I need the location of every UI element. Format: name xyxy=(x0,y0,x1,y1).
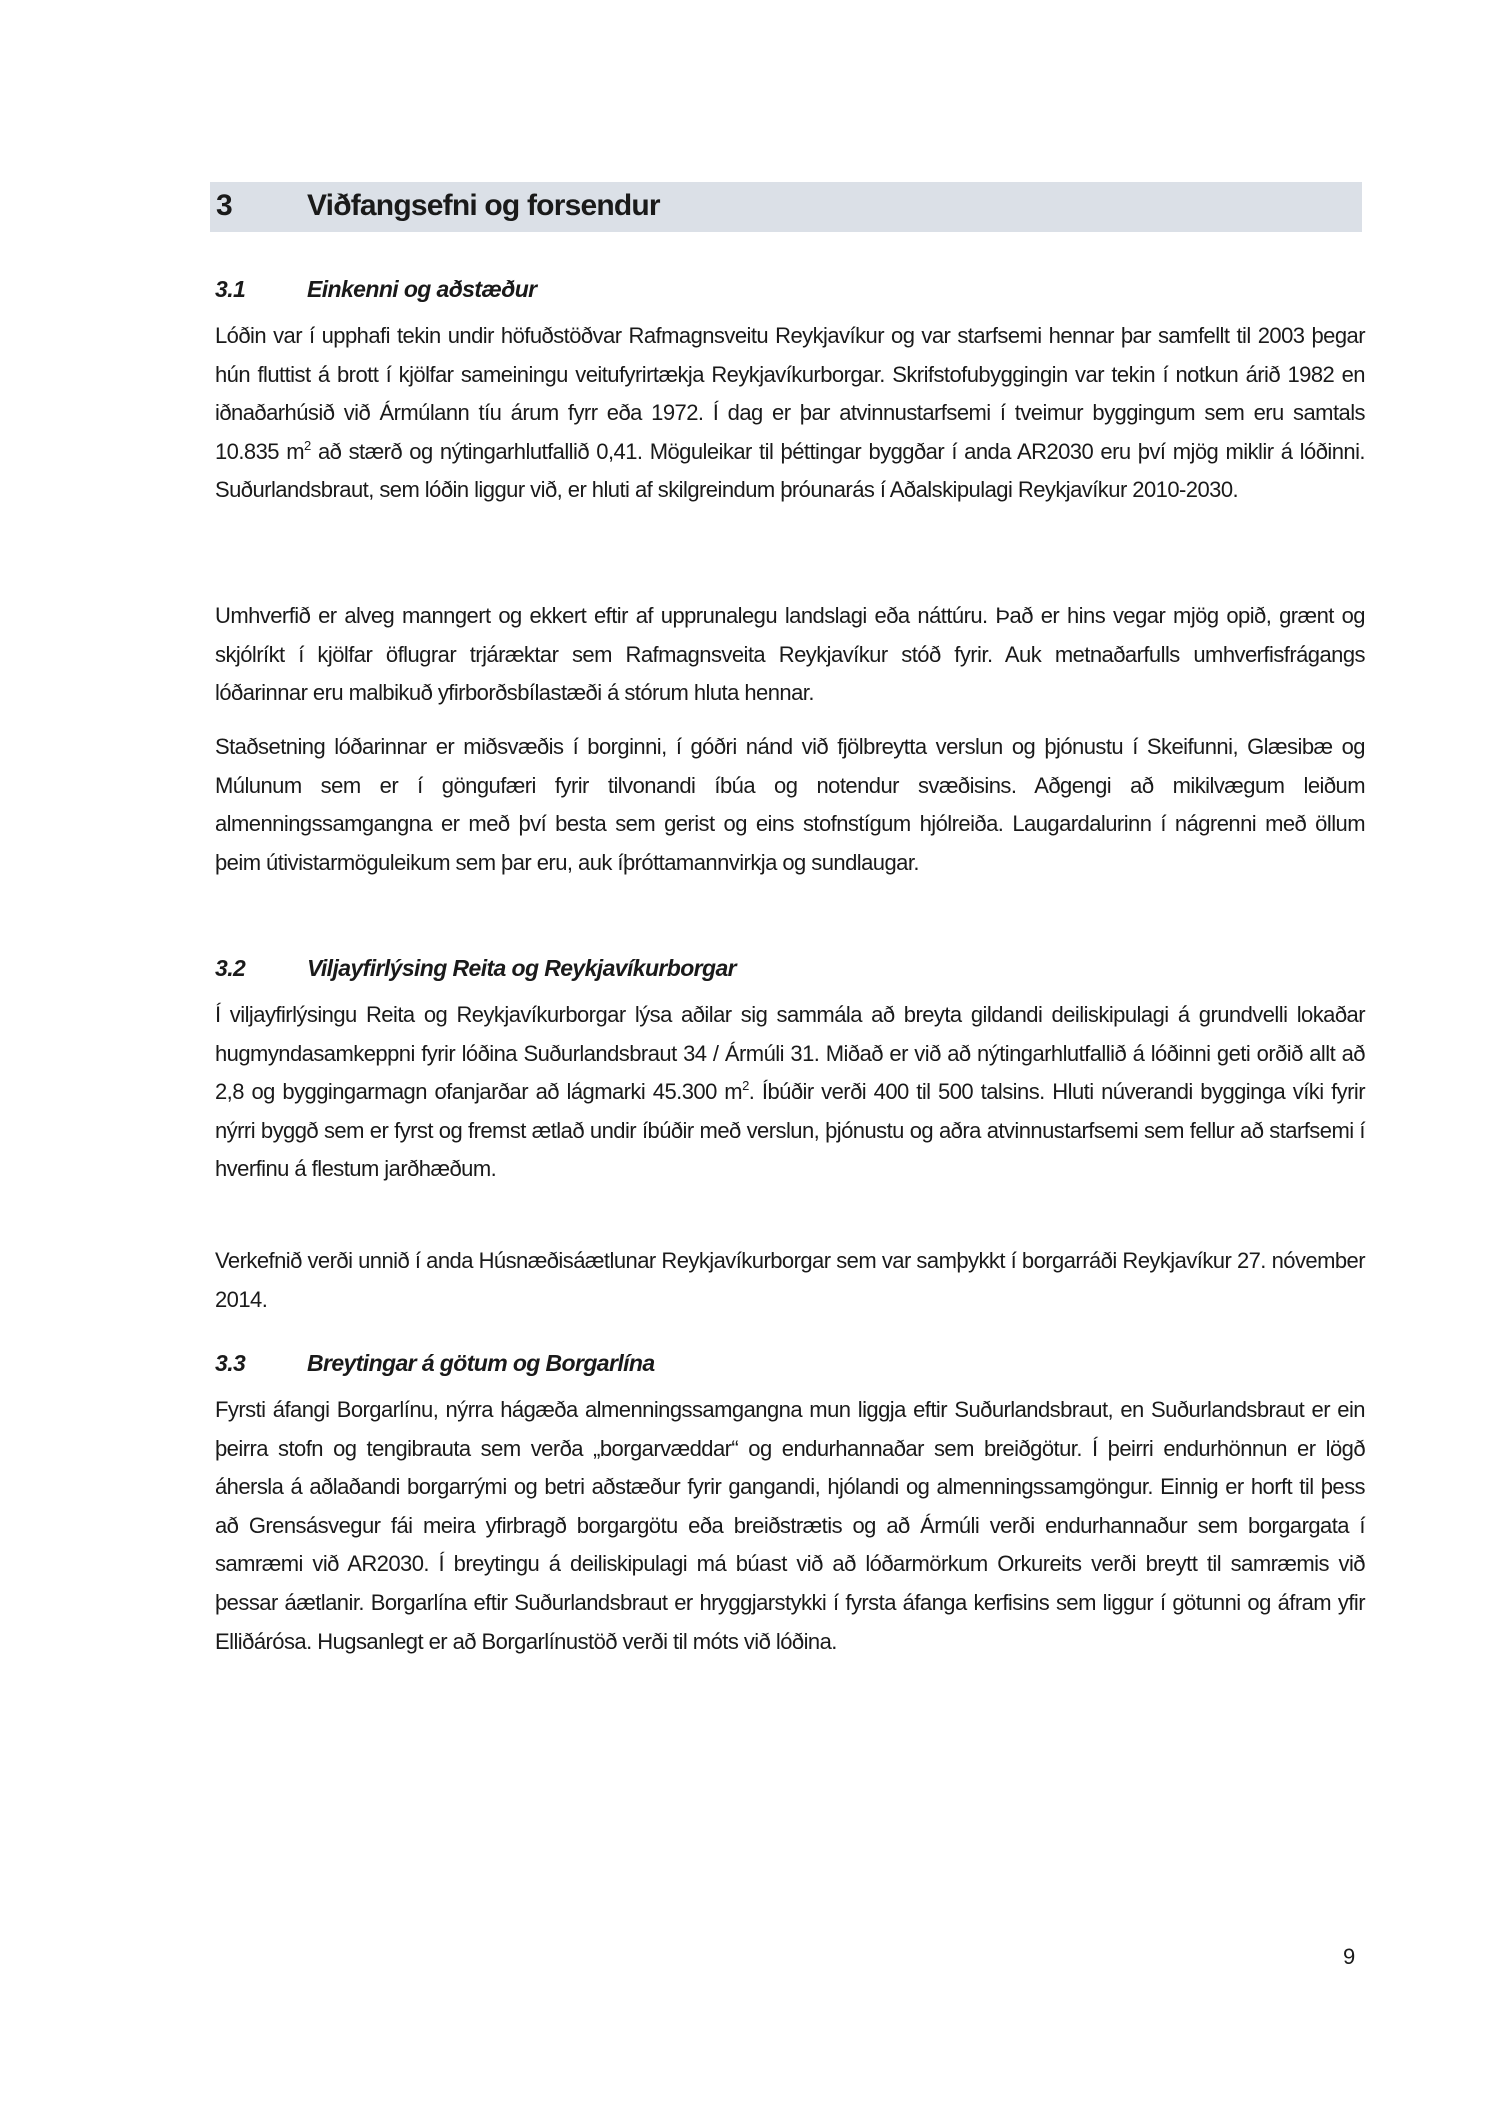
chapter-number: 3 xyxy=(216,189,233,222)
paragraph-text: að stærð og nýtingarhlutfallið 0,41. Möguleikar til þéttingar byggðar í anda AR2030 eru því mjög miklir á lóðinni. Suðurlandsbraut, sem lóðin liggur við, er hluti af skilgreindum þróunarás í Aðalskipulagi Reykjavíkur 2010-2030. xyxy=(215,438,1365,503)
section-heading-3-2 xyxy=(215,955,736,982)
paragraph xyxy=(215,996,1365,1189)
paragraph-text: Verkefnið verði unnið í anda Húsnæðisáætlunar Reykjavíkurborgar sem var samþykkt í borgarráði Reykjavíkur 27. nóvember 2014. xyxy=(215,1248,1365,1312)
paragraph-text: Umhverfið er alveg manngert og ekkert eftir af upprunalegu landslagi eða náttúru. Það er hins vegar mjög opið, grænt og skjólríkt í kjölfar öflugrar trjáræktar sem Rafmagnsveita Reykjavíkur stóð fyrir. Auk metnaðarfulls umhverfisfrágangs lóðarinnar eru malbikuð yfirborðsbílastæði á stórum hluta hennar. xyxy=(215,603,1365,706)
paragraph xyxy=(215,597,1365,713)
paragraph xyxy=(215,1242,1365,1319)
chapter-heading xyxy=(210,182,1362,232)
section-title: Einkenni og aðstæður xyxy=(307,276,537,302)
section-number: 3.1 xyxy=(215,276,246,302)
section-title: Breytingar á götum og Borgarlína xyxy=(307,1350,655,1376)
section-number: 3.3 xyxy=(215,1350,246,1376)
section-title: Viljayfirlýsing Reita og Reykjavíkurborgar xyxy=(307,955,736,981)
paragraph-text: Fyrsti áfangi Borgarlínu, nýrra hágæða almenningssamgangna mun liggja eftir Suðurlandsbraut, en Suðurlandsbraut er ein þeirra stofn og tengibrauta sem verða „borgarvæddar“ og endurhannaðar sem breiðgötur. Í þeirri endurhönnun er lögð áhersla á aðlaðandi borgarrými og betri aðstæður fyrir gangandi, hjólandi og almenningssamgöngur. Einnig er horft til þess að Grensásvegur fái meira yfirbragð borgargötu eða breiðstrætis og að Ármúli verði endurhannaður sem borgargata í samræmi við AR2030. Í breytingu á deiliskipulagi má búast við að lóðarmörkum Orkureits verði breytt til samræmis við þessar áætlanir. Borgarlína eftir Suðurlandsbraut er hryggjarstykki í fyrsta áfanga kerfisins sem liggur í götunni og áfram yfir Elliðárósa. Hugsanlegt er að Borgarlínustöð verði til móts við lóðina. xyxy=(215,1397,1365,1654)
paragraph xyxy=(215,728,1365,882)
section-number: 3.2 xyxy=(215,955,246,981)
superscript: 2 xyxy=(742,1078,749,1094)
section-heading-3-3 xyxy=(215,1350,655,1377)
page-number: 9 xyxy=(1343,1944,1356,1969)
paragraph xyxy=(215,1391,1365,1661)
paragraph xyxy=(215,317,1365,510)
paragraph-text: Lóðin var í upphafi tekin undir höfuðstöðvar Rafmagnsveitu Reykjavíkur og var starfsemi hennar þar samfellt til 2003 þegar hún fluttist á brott í kjölfar sameiningu veitufyrirtækja Reykjavíkurborgar. Skrifstofubyggingin var tekin í notkun árið 1982 en iðnaðarhúsið við Ármúlann tíu árum fyrr eða 1972. Í dag er þar atvinnustarfsemi í tveimur byggingum sem eru samtals 10.835 m xyxy=(215,323,1365,464)
paragraph-text: Staðsetning lóðarinnar er miðsvæðis í borginni, í góðri nánd við fjölbreytta verslun og þjónustu í Skeifunni, Glæsibæ og Múlunum sem er í göngufæri fyrir tilvonandi íbúa og notendur svæðisins. Aðgengi að mikilvægum leiðum almenningssamgangna er með því besta sem gerist og eins stofnstígum hjólreiða. Laugardalurinn í nágrenni með öllum þeim útivistarmöguleikum sem þar eru, auk íþróttamannvirkja og sundlaugar. xyxy=(215,734,1365,875)
superscript: 2 xyxy=(304,437,311,453)
paragraph-text: Í viljayfirlýsingu Reita og Reykjavíkurborgar lýsa aðilar sig sammála að breyta gildandi deiliskipulagi á grundvelli lokaðar hugmyndasamkeppni fyrir lóðina Suðurlandsbraut 34 / Ármúli 31. Miðað er við að nýtingarhlutfallið á lóðinni geti orðið allt að 2,8 og byggingarmagn ofanjarðar að lágmarki 45.300 m xyxy=(215,1002,1365,1105)
chapter-title: Viðfangsefni og forsendur xyxy=(307,189,660,222)
section-heading-3-1 xyxy=(215,276,537,303)
paragraph-text: . Íbúðir verði 400 til 500 talsins. Hluti núverandi bygginga víki fyrir nýrri byggð sem er fyrst og fremst ætlað undir íbúðir með verslun, þjónustu og aðra atvinnustarfsemi sem fellur að starfsemi í hverfinu á flestum jarðhæðum. xyxy=(215,1079,1366,1182)
